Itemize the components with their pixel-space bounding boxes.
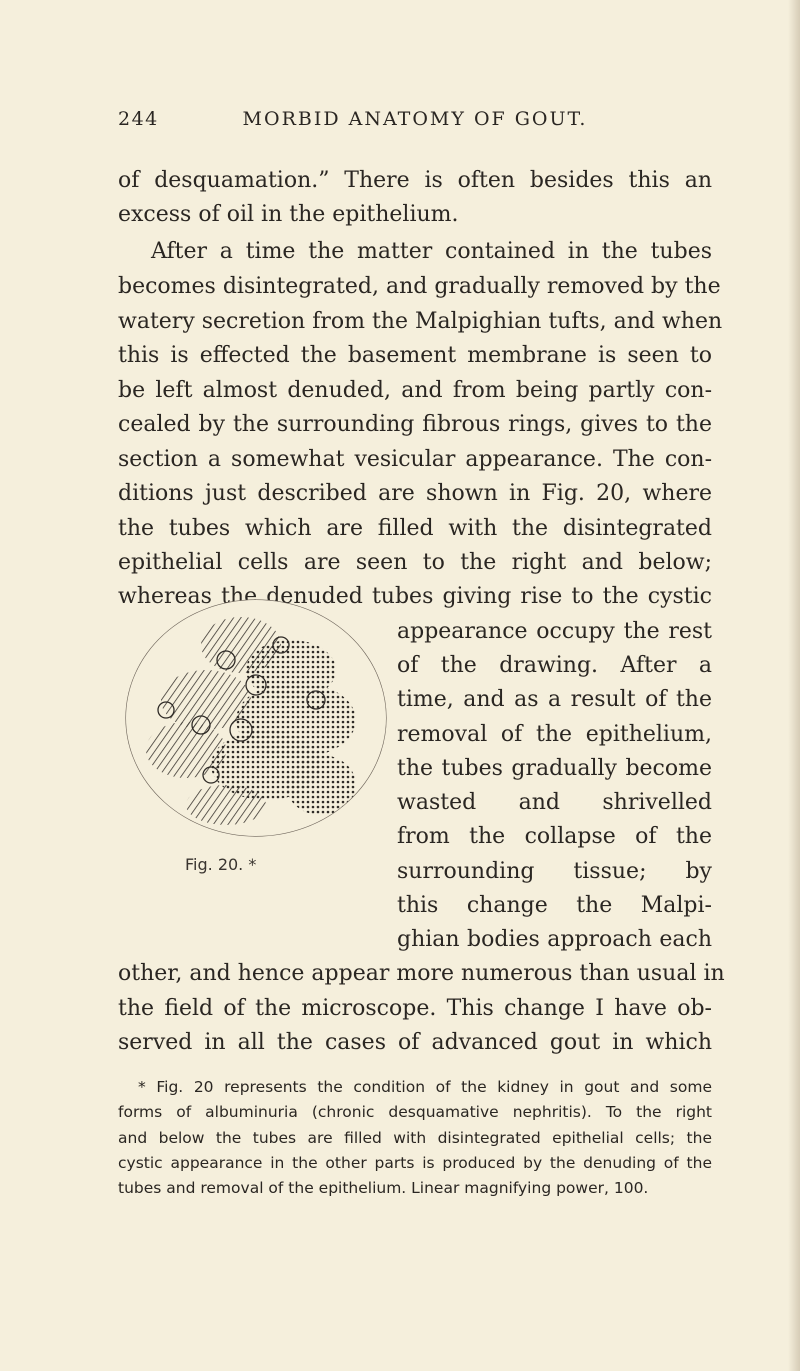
text-line: After a time the matter contained in the tubes: [151, 239, 712, 264]
text-line: the tubes gradually become: [397, 756, 712, 781]
text-line: of the drawing. After a: [397, 653, 712, 678]
microscope-illustration: [106, 590, 396, 840]
footnote-line: and below the tubes are filled with disintegrated epithelial cells; the: [118, 1129, 712, 1147]
footnote-line: cystic appearance in the other parts is produced by the denuding of the: [118, 1154, 712, 1172]
kidney-section-drawing: [106, 590, 396, 840]
text-line: the field of the microscope. This change I have ob-: [118, 996, 712, 1021]
text-line: watery secretion from the Malpighian tufts, and when: [118, 309, 723, 334]
text-line: cealed by the surrounding fibrous rings, gives to the: [118, 412, 712, 437]
text-line: ditions just described are shown in Fig. 20, where: [118, 481, 712, 506]
text-line: other, and hence appear more numerous than usual in: [118, 961, 725, 986]
page-edge-shadow: [788, 0, 800, 1371]
figure-caption: Fig. 20. *: [185, 855, 257, 874]
text-line: ghian bodies approach each: [397, 927, 712, 952]
text-line: appearance occupy the rest: [397, 619, 712, 644]
text-line: the tubes which are filled with the disintegrated: [118, 516, 712, 541]
text-line: of desquamation.” There is often besides this an: [118, 168, 712, 193]
running-header: [118, 108, 712, 138]
running-title: MORBID ANATOMY OF GOUT.: [242, 108, 588, 130]
text-line: epithelial cells are seen to the right and below;: [118, 550, 712, 575]
text-line: wasted and shrivelled: [397, 790, 712, 815]
page-number: 244: [118, 108, 159, 130]
footnote-line: tubes and removal of the epithelium. Linear magnifying power, 100.: [118, 1179, 649, 1197]
text-line: served in all the cases of advanced gout in which: [118, 1030, 712, 1055]
text-line: time, and as a result of the: [397, 687, 712, 712]
footnote-line: forms of albuminuria (chronic desquamative nephritis). To the right: [118, 1103, 712, 1121]
text-line: surrounding tissue; by: [397, 859, 712, 884]
text-line: removal of the epithelium,: [397, 722, 712, 747]
text-line: this is effected the basement membrane is seen to: [118, 343, 712, 368]
text-line: section a somewhat vesicular appearance. The con-: [118, 447, 712, 472]
text-line: whereas the denuded tubes giving rise to the cystic: [118, 584, 712, 609]
text-line: excess of oil in the epithelium.: [118, 202, 459, 227]
text-line: becomes disintegrated, and gradually removed by the: [118, 274, 721, 299]
text-line: this change the Malpi-: [397, 893, 712, 918]
footnote-line: * Fig. 20 represents the condition of the kidney in gout and some: [138, 1078, 712, 1096]
text-line: be left almost denuded, and from being partly con-: [118, 378, 712, 403]
text-line: from the collapse of the: [397, 824, 712, 849]
